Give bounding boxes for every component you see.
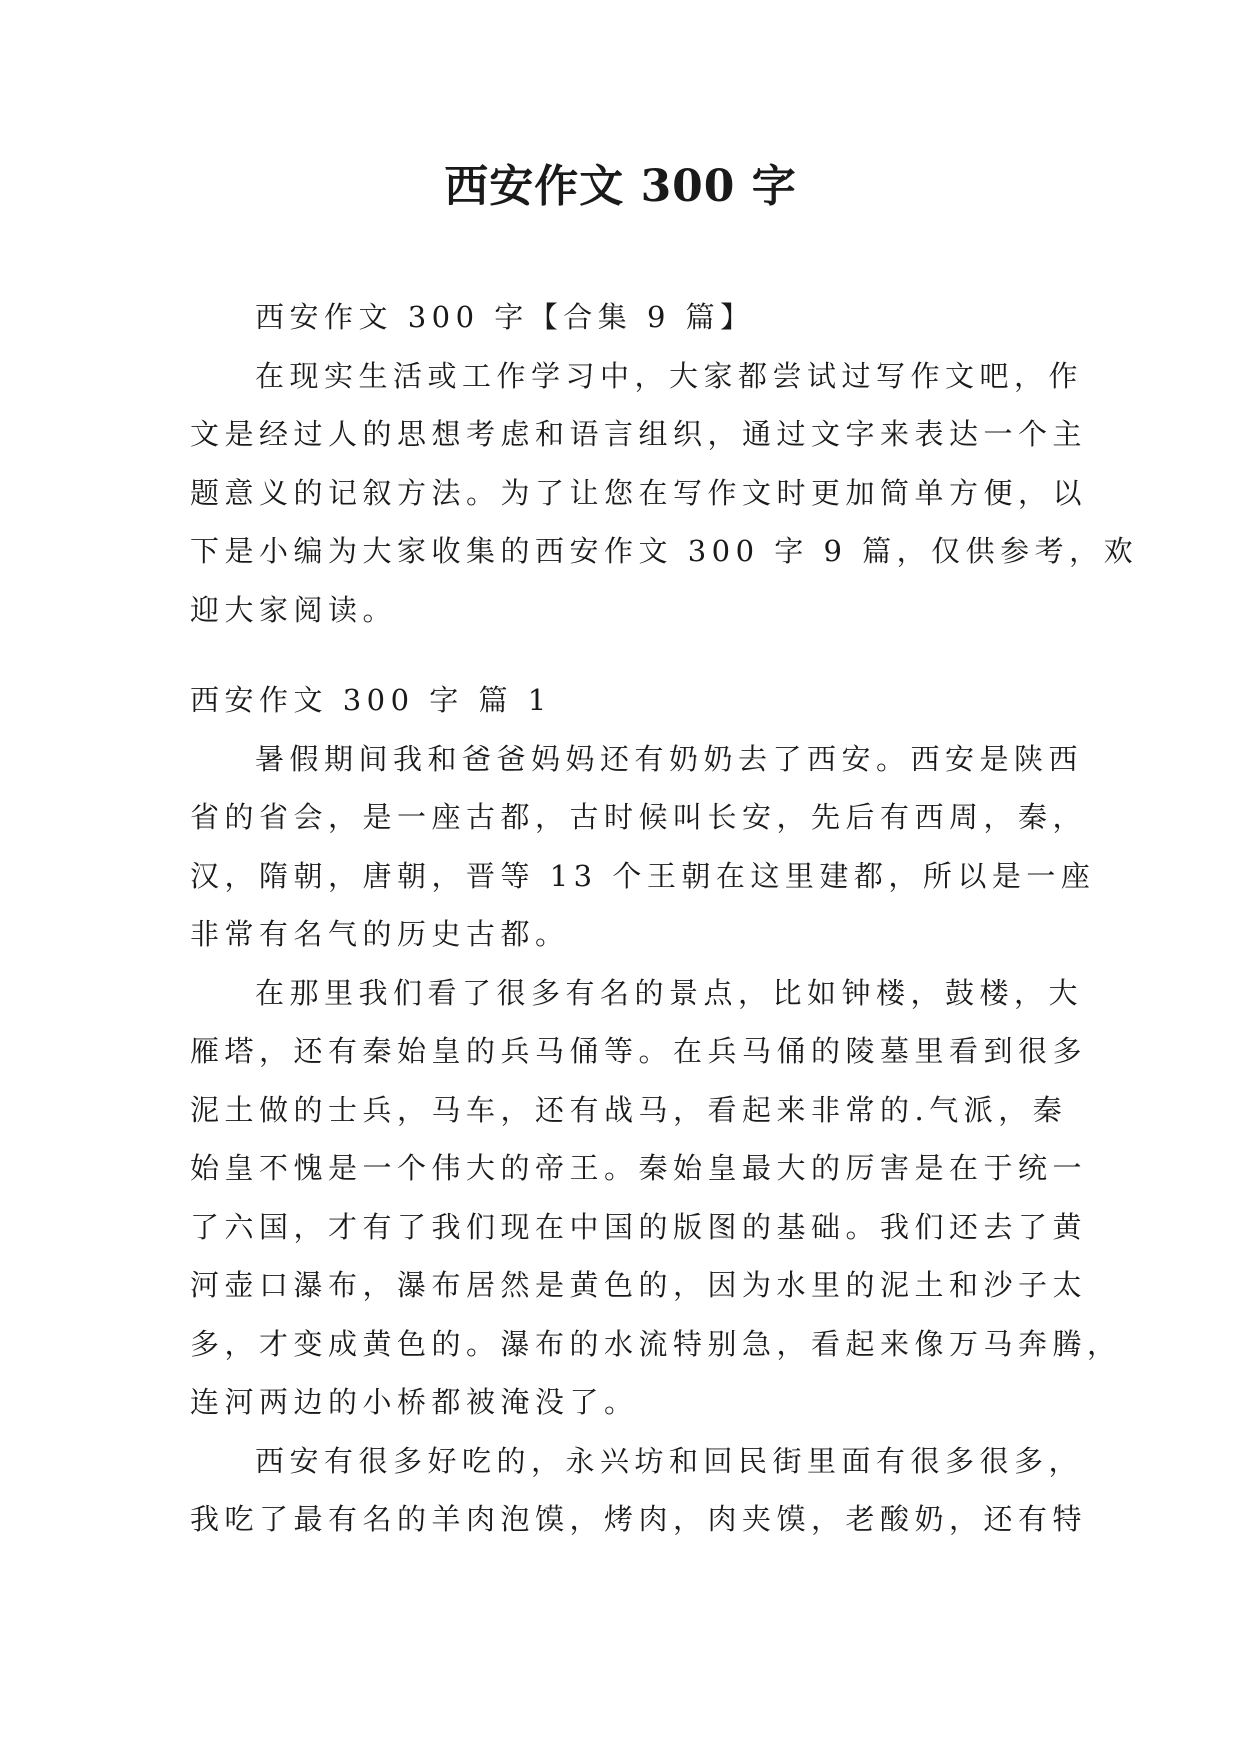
document-subtitle: 西安作文 300 字【合集 9 篇】 <box>255 300 755 334</box>
text-line: 了六国，才有了我们现在中国的版图的基础。我们还去了黄 <box>190 1209 1088 1244</box>
text-line: 河壶口瀑布，瀑布居然是黄色的，因为水里的泥土和沙子太 <box>190 1268 1088 1302</box>
text-line: 汉，隋朝，唐朝，晋等 13 个王朝在这里建都，所以是一座 <box>190 858 1096 893</box>
document-title: 西安作文 300 字 <box>444 161 797 212</box>
text-line: 在现实生活或工作学习中，大家都尝试过写作文吧，作 <box>255 358 1084 393</box>
text-line: 连河两边的小桥都被淹没了。 <box>190 1385 639 1419</box>
text-line: 雁塔，还有秦始皇的兵马俑等。在兵马俑的陵墓里看到很多 <box>190 1034 1088 1068</box>
text-line: 非常有名气的历史古都。 <box>190 917 570 951</box>
essay-paragraph-3 <box>190 1432 1088 1549</box>
text-line: 下是小编为大家收集的西安作文 300 字 9 篇，仅供参考，欢 <box>190 534 1139 568</box>
intro-paragraph <box>190 347 1139 640</box>
text-line: 迎大家阅读。 <box>190 592 398 627</box>
text-line: 我吃了最有名的羊肉泡馍，烤肉，肉夹馍，老酸奶，还有特 <box>190 1502 1088 1536</box>
text-line: 始皇不愧是一个伟大的帝王。秦始皇最大的厉害是在于统一 <box>190 1151 1088 1185</box>
text-line: 西安有很多好吃的，永兴坊和回民街里面有很多很多， <box>255 1443 1084 1478</box>
text-line: 暑假期间我和爸爸妈妈还有奶奶去了西安。西安是陕西 <box>255 741 1084 776</box>
text-line: 题意义的记叙方法。为了让您在写作文时更加简单方便，以 <box>190 475 1088 510</box>
document-body <box>190 288 1139 1549</box>
essay-paragraph-2 <box>190 964 1122 1432</box>
text-line: 省的省会，是一座古都，古时候叫长安，先后有西周，秦， <box>190 800 1088 834</box>
essay-paragraph-1 <box>190 730 1096 964</box>
section-spacer <box>190 639 1050 671</box>
text-line: 多，才变成黄色的。瀑布的水流特别急，看起来像万马奔腾， <box>190 1326 1122 1361</box>
section-heading: 西安作文 300 字 篇 1 <box>190 683 552 717</box>
text-line: 文是经过人的思想考虑和语言组织，通过文字来表达一个主 <box>190 417 1088 451</box>
text-line: 泥土做的士兵，马车，还有战马，看起来非常的.气派，秦 <box>190 1092 1068 1127</box>
text-line: 在那里我们看了很多有名的景点，比如钟楼，鼓楼，大 <box>255 975 1084 1010</box>
